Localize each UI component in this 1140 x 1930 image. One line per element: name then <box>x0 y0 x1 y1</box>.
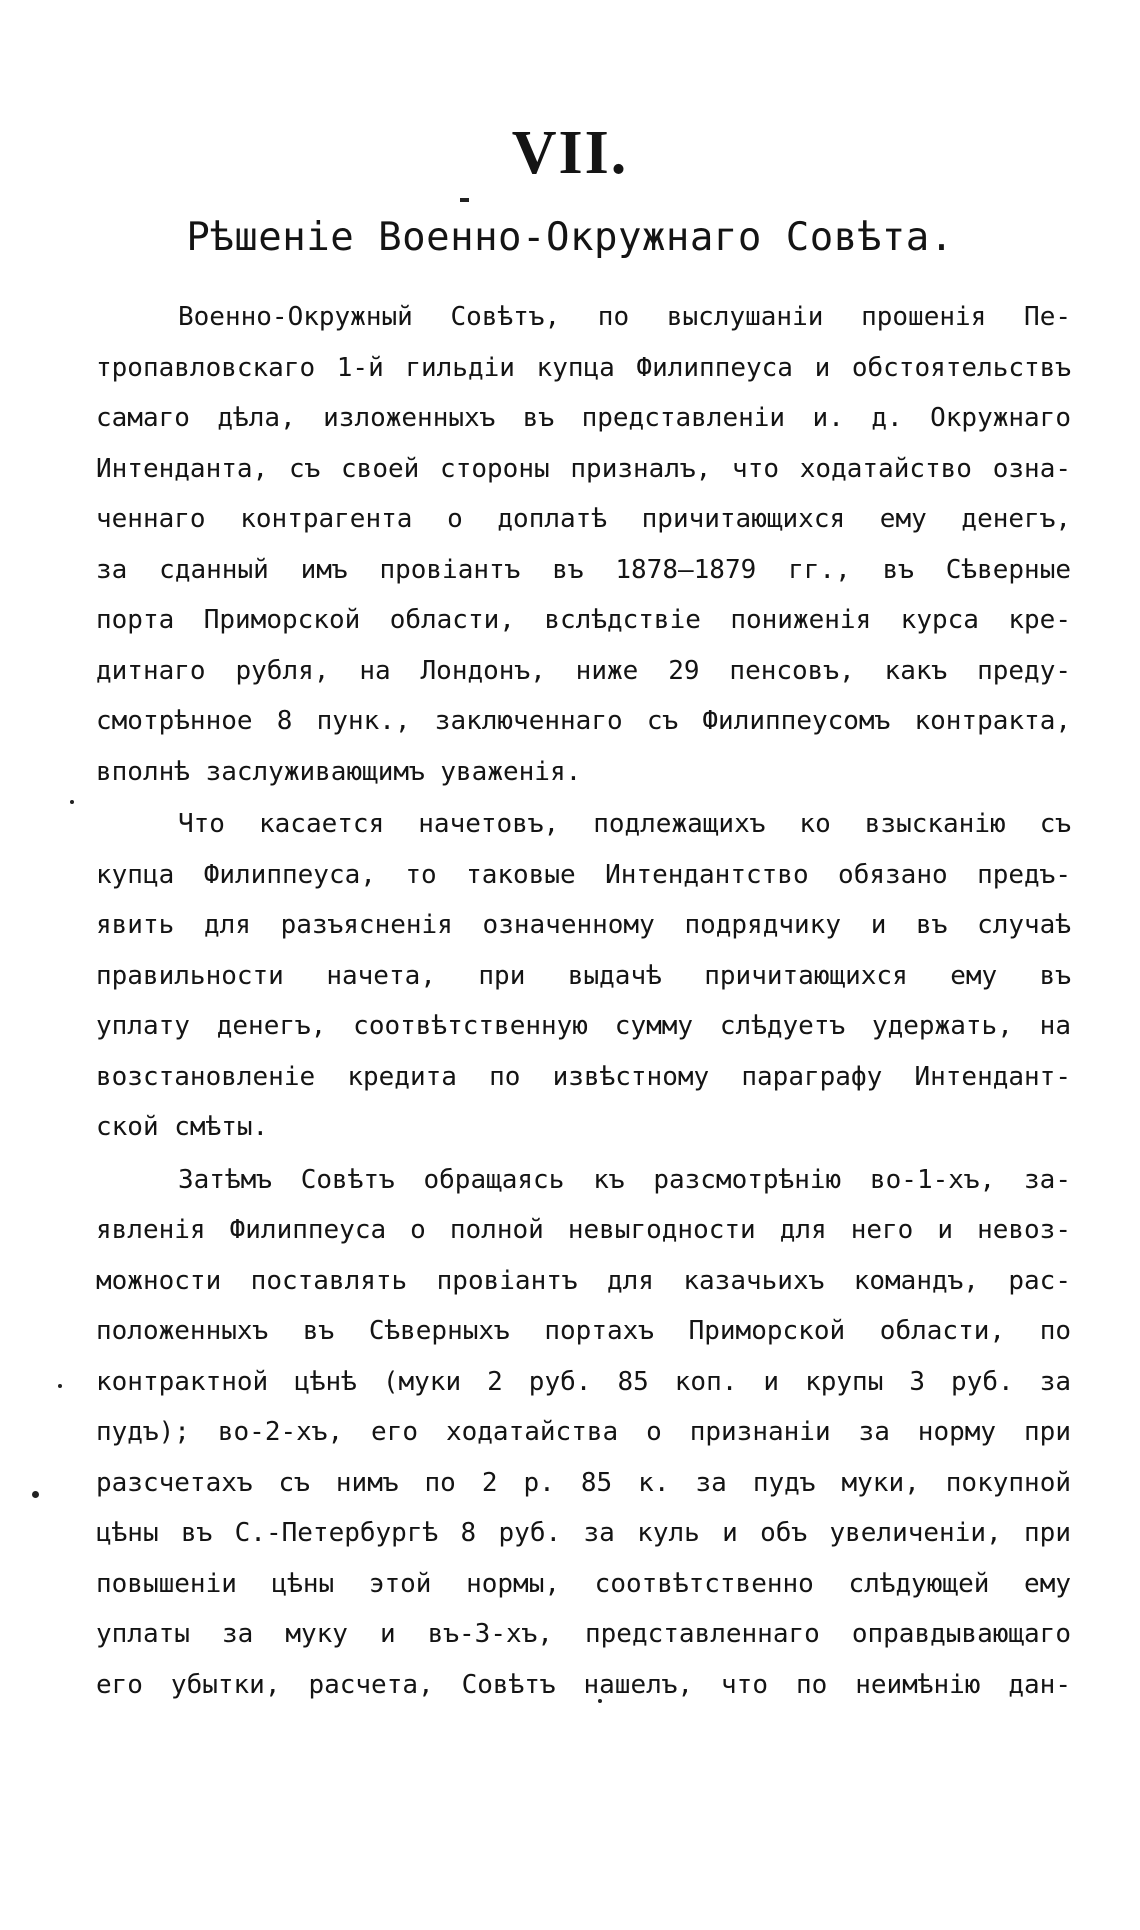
body-text <box>96 292 1071 1712</box>
text-line: смотрѣнное 8 пунк., заключеннаго съ Филиппеусомъ контракта, <box>96 706 1071 736</box>
text-line: разсчетахъ съ нимъ по 2 р. 85 к. за пудъ муки, покупной <box>96 1467 1071 1498</box>
text-line: правильности начета, при выдачѣ причитающихся ему въ <box>96 960 1071 991</box>
text-line: уплату денегъ, соотвѣтственную сумму слѣдуетъ удержать, на <box>96 1011 1071 1041</box>
text-line: порта Приморской области, вслѣдствіе пониженія курса кре- <box>96 605 1071 635</box>
text-line: можности поставлять провіантъ для казачьихъ командъ, рас- <box>96 1265 1071 1296</box>
page-title: Рѣшеніе Военно-Окружнаго Совѣта. <box>186 215 954 260</box>
paragraph-2 <box>96 799 1071 1153</box>
text-line: цѣны въ С.-Петербургѣ 8 руб. за куль и объ увеличеніи, при <box>96 1518 1071 1548</box>
text-line: Что касается начетовъ, подлежащихъ ко взысканію съ <box>178 809 1071 839</box>
text-line: за сданный имъ провіантъ въ 1878—1879 гг., въ Сѣверные <box>96 554 1071 585</box>
ink-speck <box>32 1491 39 1498</box>
text-line: уплаты за муку и въ-3-хъ, представленнаго оправдывающаго <box>96 1619 1071 1649</box>
text-line: явить для разъясненія означенному подрядчику и въ случаѣ <box>96 910 1071 940</box>
text-line: вполнѣ заслуживающимъ уваженія. <box>96 756 582 787</box>
text-line: его убытки, расчета, Совѣтъ нашелъ, что по неимѣнію дан- <box>96 1669 1071 1700</box>
text-line: самаго дѣла, изложенныхъ въ представленіи и. д. Окружнаго <box>96 403 1071 433</box>
text-line: пудъ); во-2-хъ, его ходатайства о признаніи за норму при <box>96 1417 1071 1447</box>
text-line: тропавловскаго 1-й гильдіи купца Филиппеуса и обстоятельствъ <box>96 352 1071 383</box>
text-line: контрактной цѣнѣ (муки 2 руб. 85 коп. и крупы 3 руб. за <box>96 1366 1071 1397</box>
paragraph-3 <box>96 1155 1071 1711</box>
title-divider <box>460 198 469 202</box>
text-line: явленія Филиппеуса о полной невыгодности для него и невоз- <box>96 1215 1071 1245</box>
paragraph-1 <box>96 292 1071 797</box>
text-line: Затѣмъ Совѣтъ обращаясь къ разсмотрѣнію во-1-хъ, за- <box>178 1164 1071 1195</box>
text-line: возстановленіе кредита по извѣстному параграфу Интендант- <box>96 1061 1071 1092</box>
chapter-number: VII. <box>511 119 629 187</box>
ink-speck <box>70 800 74 804</box>
ink-speck <box>598 1699 602 1703</box>
text-line: ченнаго контрагента о доплатѣ причитающихся ему денегъ, <box>96 504 1071 534</box>
text-line: Интенданта, съ своей стороны призналъ, что ходатайство озна- <box>96 453 1071 484</box>
text-line: дитнаго рубля, на Лондонъ, ниже 29 пенсовъ, какъ преду- <box>96 655 1071 686</box>
text-line: ской смѣты. <box>96 1112 269 1142</box>
text-line: купца Филиппеуса, то таковые Интендантство обязано предъ- <box>96 859 1071 890</box>
ink-speck <box>58 1384 62 1388</box>
text-line: положенныхъ въ Сѣверныхъ портахъ Приморской области, по <box>96 1316 1071 1346</box>
text-line: Военно-Окружный Совѣтъ, по выслушаніи прошенія Пе- <box>178 302 1071 332</box>
text-line: повышеніи цѣны этой нормы, соотвѣтственно слѣдующей ему <box>96 1568 1071 1599</box>
